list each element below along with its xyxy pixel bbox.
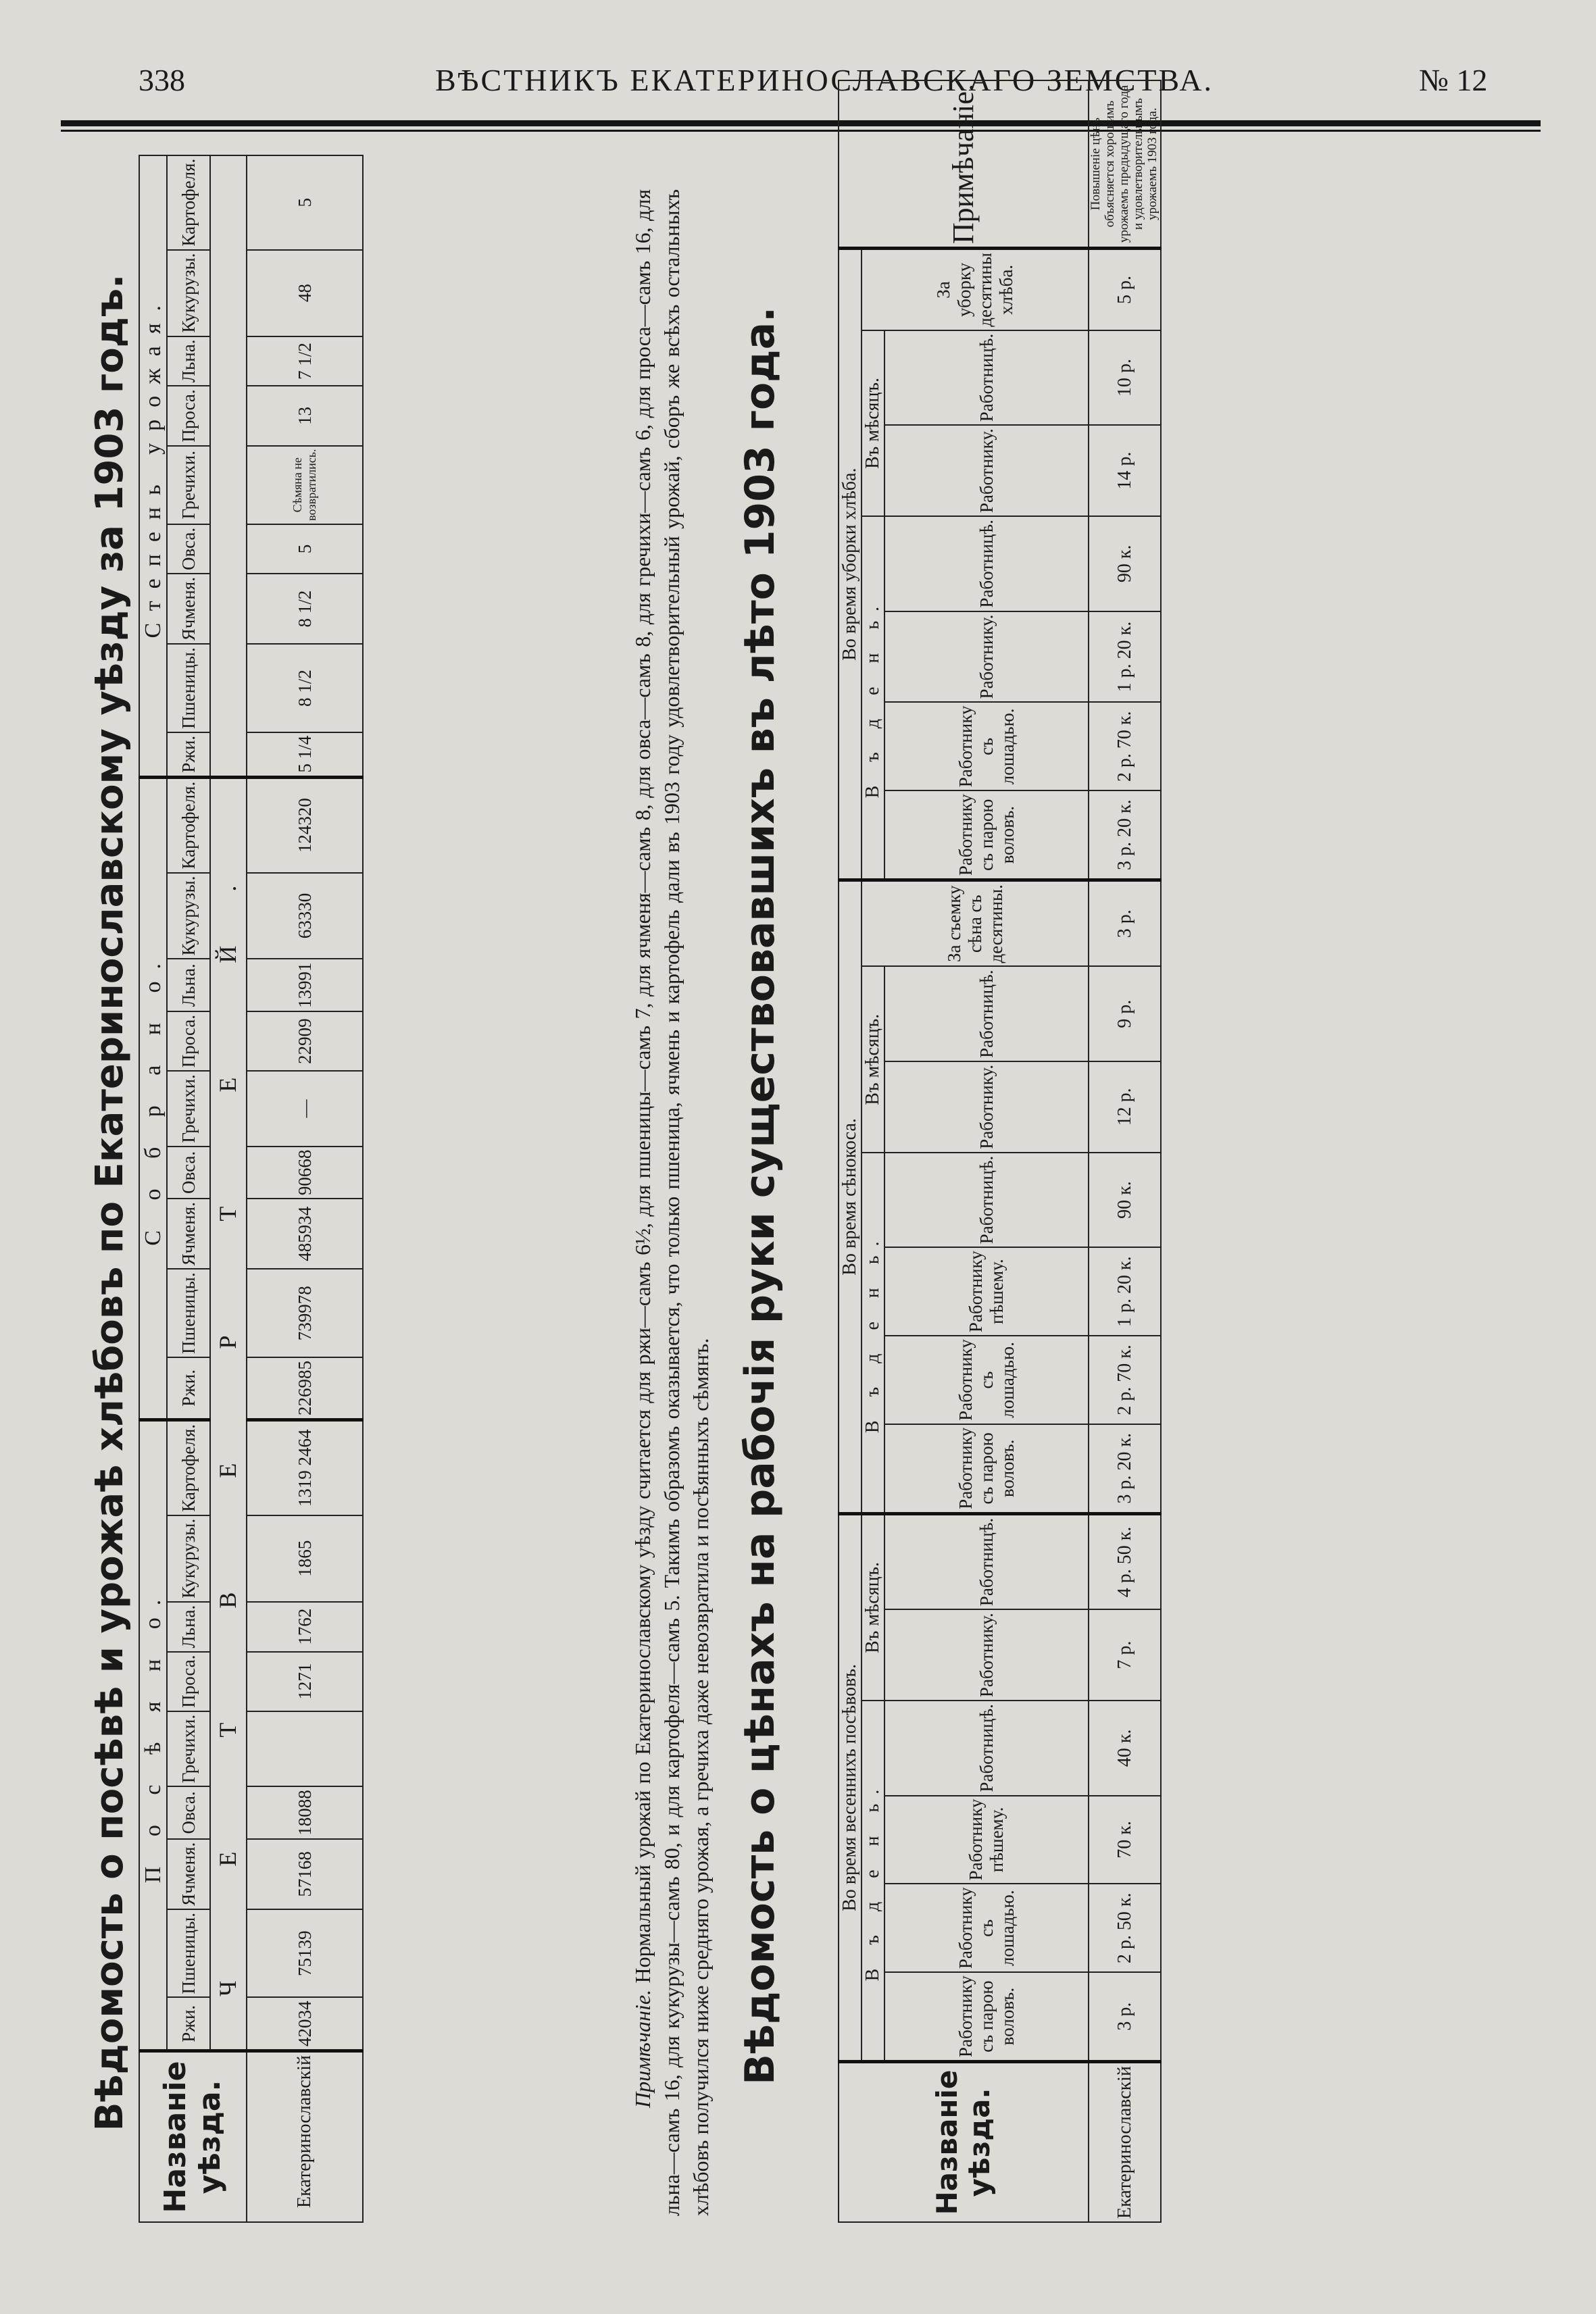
table2-title: Вѣдомость о цѣнахъ на рабочія руки существовавшихъ въ лѣто 1903 года. [737,307,784,2085]
remark-value: Повышеніе цѣнъ объясняется хорошимъ урожаемъ предыдущаго года и удовлетворительнымъ урожаемъ 1903 года. [1089,80,1160,249]
harvest-col: Работницѣ. [884,516,1089,611]
hay-value: 3 р. 20 к. [1089,1424,1160,1513]
sown-value: 1271 [247,1652,363,1711]
harvest-value: 14 р. [1089,425,1160,516]
hay-value: 3 р. [1089,880,1160,967]
remark-header: Примѣчаніе. [839,80,1089,249]
sown-value-a: 1319 [294,1470,315,1507]
sown-col: Овса. [167,1786,210,1839]
hay-month-header: Въ мѣсяцъ. [862,966,884,1152]
collected-col: Овса. [167,1147,210,1199]
collected-group-header: С о б р а н о. [139,777,167,1419]
collected-value: 13991 [247,959,363,1011]
sown-col: Проса. [167,1652,210,1711]
sown-value [247,1419,363,1515]
labor-prices-table [838,80,1162,2223]
collected-col: Льна. [167,959,210,1011]
rotated-content [61,41,1514,2223]
sown-value: 1762 [247,1602,363,1652]
collected-value: — [247,1071,363,1146]
collected-value: 22909 [247,1011,363,1071]
degree-col: Овса. [167,524,210,574]
harvest-col: Работнику. [884,425,1089,516]
sown-col: Ячменя. [167,1839,210,1909]
degree-col: Льна. [167,336,210,386]
harvest-day-header: В ъ д е н ь. [862,516,884,880]
collected-value: 90668 [247,1147,363,1199]
district-column-header: Названіе уѣзда. [839,2062,1089,2223]
collected-col: Картофеля. [167,777,210,872]
spring-period-header: Во время весеннихъ посѣвовъ. [839,1513,862,2061]
spring-col: Работнику съ парою воловъ. [884,1972,1089,2061]
footnote [628,189,716,2216]
collected-col: Проса. [167,1011,210,1071]
degree-col: Гречихи. [167,446,210,524]
degree-value: 5 1/4 [247,732,363,777]
district-name: Екатеринославскій [1089,2062,1160,2223]
collected-value: 63330 [247,873,363,959]
degree-value: Сѣмяна не возвратились. [247,446,363,524]
hay-value: 12 р. [1089,1061,1160,1153]
harvest-col: За уборку десятины хлѣба. [862,249,1089,330]
sown-value: 75139 [247,1909,363,1998]
sown-col: Картофеля. [167,1419,210,1515]
spring-col: Работнику. [884,1609,1089,1701]
harvest-value: 2 р. 70 к. [1089,702,1160,790]
degree-col: Кукурузы. [167,250,210,336]
spring-month-header: Въ мѣсяцъ. [862,1513,884,1701]
hay-col: Работнику пѣшему. [884,1247,1089,1336]
sown-col: Кукурузы. [167,1515,210,1602]
issue-number: № 12 [1419,63,1488,97]
degree-col: Пшеницы. [167,644,210,732]
sown-col: Гречихи. [167,1711,210,1786]
harvest-value: 90 к. [1089,516,1160,611]
hay-value: 9 р. [1089,966,1160,1061]
hay-value: 90 к. [1089,1153,1160,1247]
harvest-period-header: Во время уборки хлѣба. [839,249,862,880]
collected-value: 485934 [247,1199,363,1269]
degree-value: 13 [247,386,363,445]
degree-col: Картофеля. [167,155,210,250]
sown-col: Льна. [167,1602,210,1652]
spring-col: Работницѣ. [884,1513,1089,1609]
harvest-value: 3 р. 20 к. [1089,790,1160,880]
degree-value: 7 1/2 [247,336,363,386]
collected-col: Ячменя. [167,1199,210,1269]
degree-value: 48 [247,250,363,336]
collected-col: Гречихи. [167,1071,210,1146]
spring-day-header: В ъ д е н ь. [862,1701,884,2061]
district-column-header: Названіе уѣзда. [139,2051,247,2223]
collected-value: 124320 [247,777,363,872]
sown-value-b: 2464 [294,1429,315,1466]
degree-value: 5 [247,155,363,250]
harvest-col: Работницѣ. [884,330,1089,425]
hay-day-header: В ъ д е н ь. [862,1153,884,1513]
degree-group-header: Степень урожая. [139,155,167,777]
collected-col: Пшеницы. [167,1269,210,1357]
hay-col: Работницѣ. [884,1153,1089,1247]
harvest-col: Работнику съ лошадью. [884,702,1089,790]
sown-col: Ржи. [167,1998,210,2051]
collected-value: 739978 [247,1269,363,1357]
sown-col: Пшеницы. [167,1909,210,1998]
hay-value: 1 р. 20 к. [1089,1247,1160,1336]
hay-col: Работницѣ. [884,966,1089,1061]
degree-col: Ржи. [167,732,210,777]
collected-value: 226985 [247,1357,363,1420]
collected-col: Ржи. [167,1357,210,1420]
spring-value: 4 р. 50 к. [1089,1513,1160,1609]
spring-col: Работнику съ лошадью. [884,1884,1089,1972]
hay-value: 2 р. 70 к. [1089,1336,1160,1424]
spring-value: 7 р. [1089,1609,1160,1701]
footnote-text: Нормальный урожай по Екатеринославскому уѣзду считается для ржи—самъ 6½, для пшеницы—самъ 7, для ячменя—самъ 8, для овса—самъ 8, для гречихи—самъ 6, для проса—самъ 16, для льна—самъ 16, для кукурузы—самъ 80, и для картофеля—самъ 5. Такимъ образомъ оказывается, что только пшеница, ячмень и картофель дали въ 1903 году удовлетворительный урожай, сборъ же всѣхъ остальныхъ хлѣбовъ получился ниже средняго урожая, а гречиха даже невозвратила и посѣянныхъ сѣмянъ. [630,188,714,2216]
sown-value [247,1711,363,1786]
unit-label: Ч Е Т В Е Р Т Е Й. [210,777,247,2051]
spring-value: 40 к. [1089,1701,1160,1795]
sown-group-header: П о с ѣ я н о. [139,1419,167,2051]
spring-value: 2 р. 50 к. [1089,1884,1160,1972]
sowing-harvest-table [139,155,364,2223]
hay-col: Работнику съ лошадью. [884,1336,1089,1424]
hay-col: Работнику съ парою воловъ. [884,1424,1089,1513]
harvest-value: 10 р. [1089,330,1160,425]
district-name: Екатеринославскій [247,2051,363,2223]
sown-value: 18088 [247,1786,363,1839]
degree-value: 8 1/2 [247,644,363,732]
table1-title: Вѣдомость о посѣвѣ и урожаѣ хлѣбовъ по Екатеринославскому уѣзду за 1903 годъ. [88,274,132,2132]
degree-value: 8 1/2 [247,574,363,644]
hay-col: За съемку сѣна съ десятины. [862,880,1089,967]
harvest-value: 5 р. [1089,249,1160,330]
spring-col: Работнику пѣшему. [884,1796,1089,1884]
harvest-month-header: Въ мѣсяцъ. [862,330,884,516]
hay-period-header: Во время сѣнокоса. [839,880,862,1514]
collected-col: Кукурузы. [167,873,210,959]
page-number: 338 [139,63,185,97]
degree-col: Проса. [167,386,210,445]
degree-value: 5 [247,524,363,574]
degree-col: Ячменя. [167,574,210,644]
spring-value: 3 р. [1089,1972,1160,2061]
hay-col: Работнику. [884,1061,1089,1153]
sown-value: 1865 [247,1515,363,1602]
running-title: ВѢСТНИКЪ ЕКАТЕРИНОСЛАВСКАГО ЗЕМСТВА. [434,63,1214,97]
spring-value: 70 к. [1089,1796,1160,1884]
harvest-col: Работнику. [884,611,1089,703]
footnote-label: Примѣчаніе. [630,1989,655,2108]
spring-col: Работницѣ. [884,1701,1089,1795]
harvest-col: Работнику съ парою воловъ. [884,790,1089,880]
harvest-value: 1 р. 20 к. [1089,611,1160,703]
sown-value: 57168 [247,1839,363,1909]
sown-value: 42034 [247,1998,363,2051]
